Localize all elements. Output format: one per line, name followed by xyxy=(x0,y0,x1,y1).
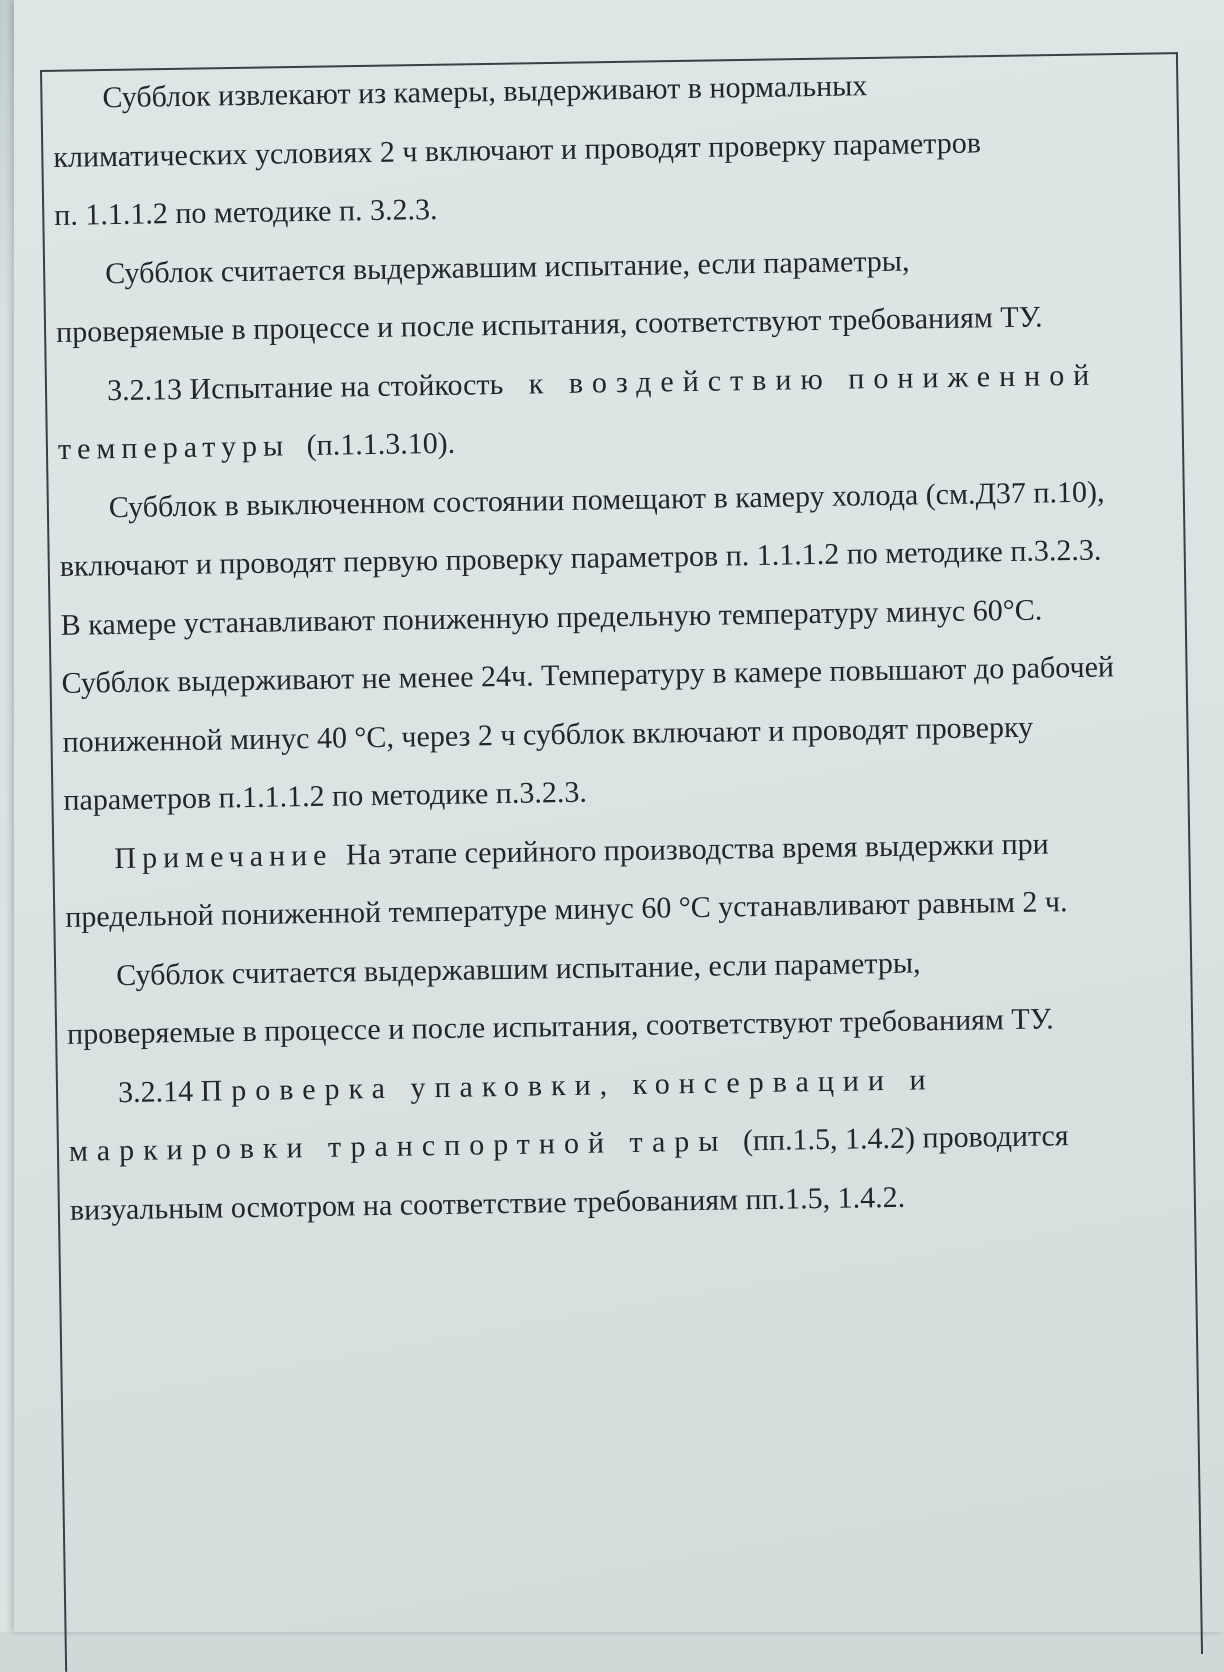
paragraph-line: В камере устанавливают пониженную предельную температуру минус 60°С. xyxy=(60,593,1043,642)
section-heading-3-2-13: 3.2.13 Испытание на стойкость к воздействию пониженной xyxy=(106,358,1099,407)
paragraph-line: предельной пониженной температуре минус 60 °С устанавливают равным 2 ч. xyxy=(65,885,1068,934)
note-line: Примечание На этапе серийного производства время выдержки при xyxy=(114,826,1049,875)
paragraph-line: климатических условиях 2 ч включают и проводят проверку параметров xyxy=(53,125,982,174)
paragraph-line: Субблок считается выдержавшим испытание, если параметры, xyxy=(115,945,921,992)
document-text xyxy=(52,53,1170,1240)
paragraph-line: Субблок выдерживают не менее 24ч. Температуру в камере повышают до рабочей xyxy=(61,650,1115,700)
paragraph-line: проверяемые в процессе и после испытания, соответствуют требованиям ТУ. xyxy=(55,300,1043,349)
paragraph-line: визуальным осмотром на соответствие требованиям пп.1.5, 1.4.2. xyxy=(69,1180,906,1227)
paragraph-line: Субблок извлекают из камеры, выдерживают в нормальных xyxy=(102,69,868,115)
paragraph-line: пониженной минус 40 °С, через 2 ч субблок включают и проводят проверку xyxy=(62,710,1034,759)
section-heading-3-2-14-continued: маркировки транспортной тары (пп.1.5, 1.4.2) проводится xyxy=(68,1119,1069,1168)
paragraph-line: параметров п.1.1.1.2 по методике п.3.2.3. xyxy=(63,775,588,817)
section-heading-3-2-13-continued: температуры (п.1.1.3.10). xyxy=(57,426,456,466)
paragraph-line: Субблок в выключенном состоянии помещают в камеру холода (см.Д37 п.10), xyxy=(108,475,1105,524)
paragraph-line: п. 1.1.1.2 по методике п. 3.2.3. xyxy=(54,192,438,232)
paragraph-line: проверяемые в процессе и после испытания, соответствуют требованиям ТУ. xyxy=(66,1002,1054,1051)
section-heading-3-2-14: 3.2.14 Проверка упаковки, консервации и xyxy=(117,1062,935,1109)
paragraph-line: включают и проводят первую проверку параметров п. 1.1.1.2 по методике п.3.2.3. xyxy=(59,533,1102,583)
paragraph-line: Субблок считается выдержавшим испытание, если параметры, xyxy=(104,244,910,290)
